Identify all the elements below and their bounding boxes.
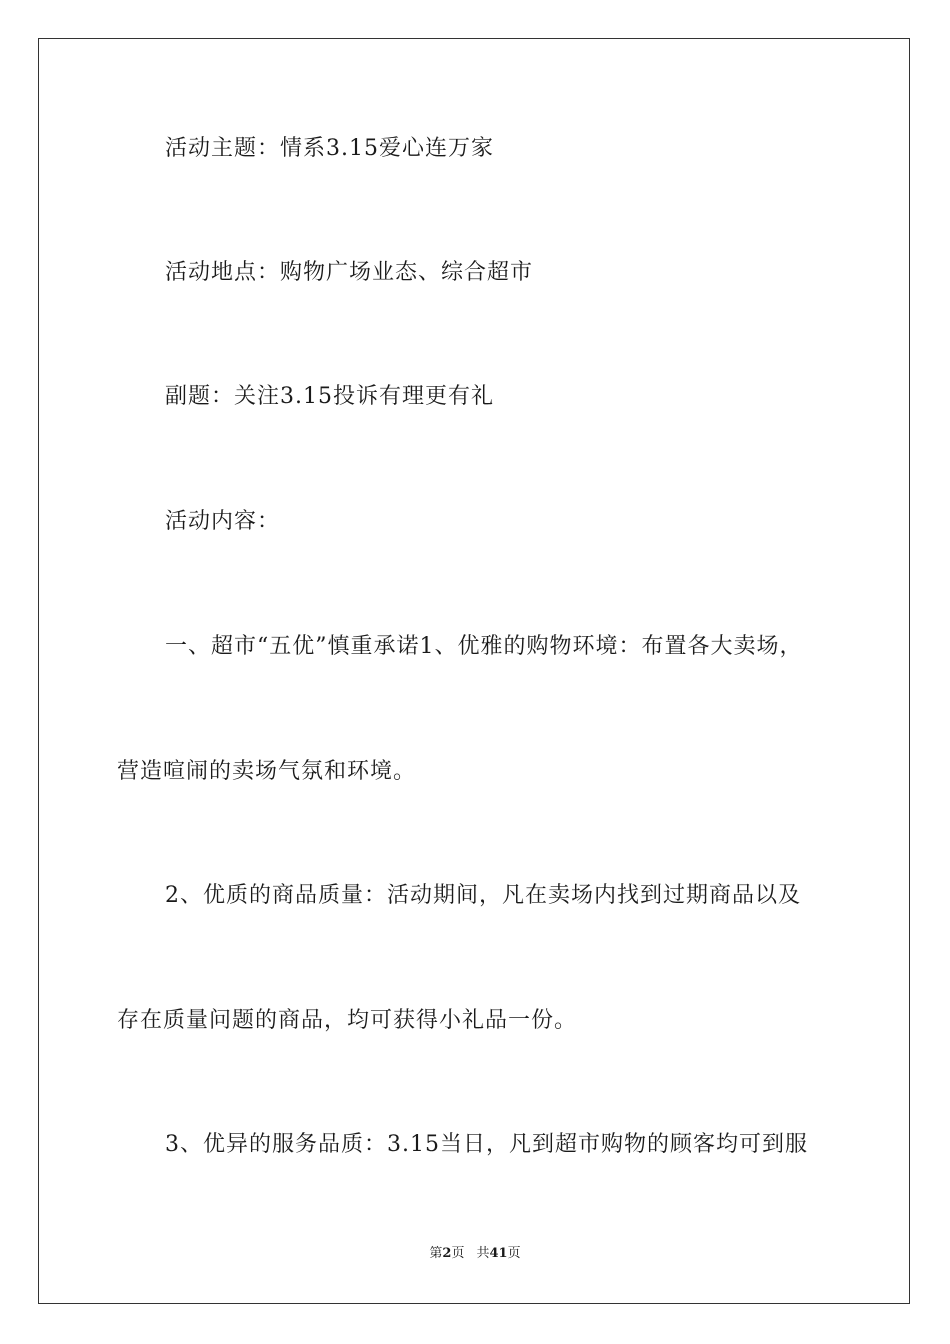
paragraph-item-two-cont: 存在质量问题的商品，均可获得小礼品一份。 — [117, 1008, 578, 1033]
paragraph-subtitle: 副题：关注3.15投诉有理更有礼 — [165, 384, 494, 409]
total-suffix: 页 — [507, 1246, 521, 1261]
paragraph-location: 活动地点：购物广场业态、综合超市 — [165, 260, 534, 285]
current-page-number: 2 — [442, 1246, 452, 1261]
total-page-number: 41 — [489, 1246, 508, 1261]
page-border — [38, 38, 910, 1304]
paragraph-theme: 活动主题：情系3.15爱心连万家 — [165, 136, 494, 161]
page-suffix: 页 — [451, 1246, 465, 1261]
paragraph-content-heading: 活动内容： — [165, 509, 281, 534]
paragraph-section-one: 一、超市“五优”慎重承诺1、优雅的购物环境：布置各大卖场， — [165, 634, 803, 659]
total-prefix: 共 — [476, 1246, 490, 1261]
page-footer — [0, 1245, 950, 1263]
paragraph-item-three: 3、优异的服务品质：3.15当日，凡到超市购物的顾客均可到服 — [165, 1132, 808, 1157]
paragraph-section-one-cont: 营造喧闹的卖场气氛和环境。 — [117, 759, 417, 784]
page-prefix: 第 — [429, 1246, 443, 1261]
paragraph-item-two: 2、优质的商品质量：活动期间，凡在卖场内找到过期商品以及 — [165, 883, 801, 908]
